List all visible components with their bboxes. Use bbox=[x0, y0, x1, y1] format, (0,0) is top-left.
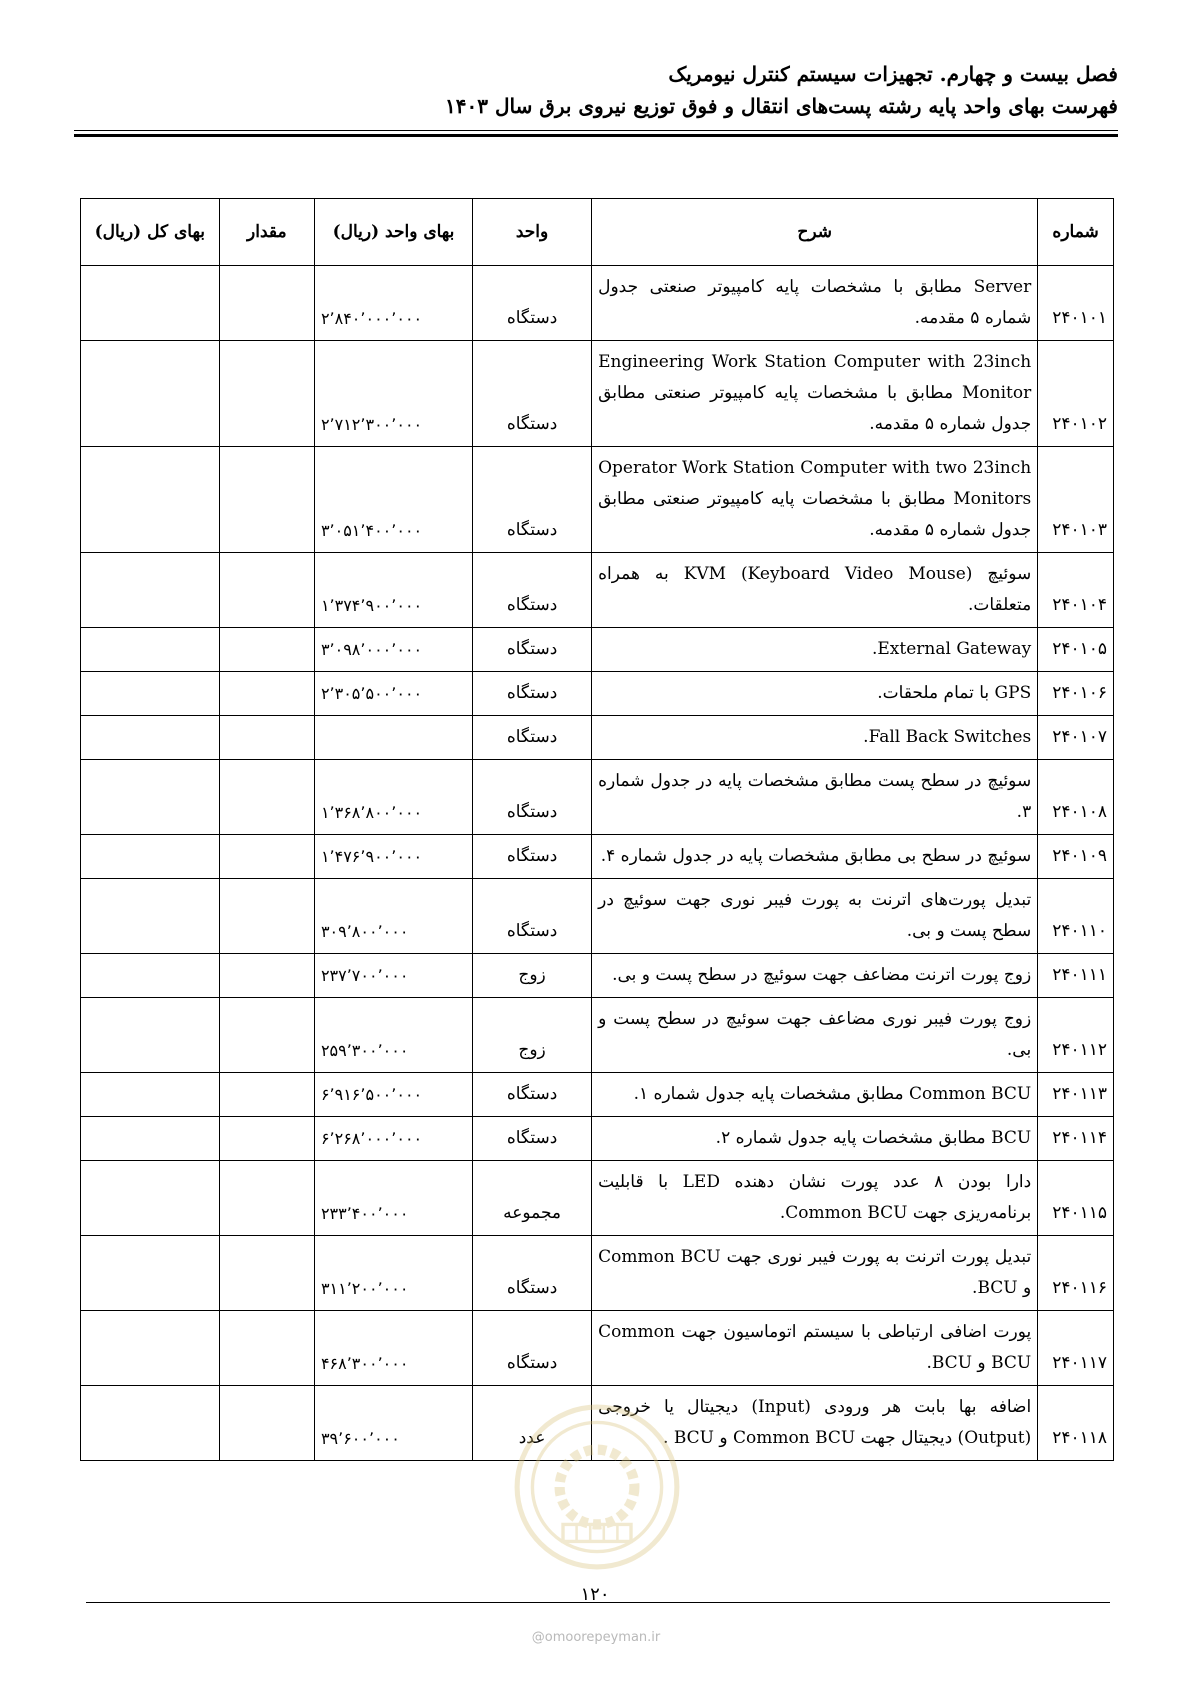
item-description: پورت اضافی ارتباطی با سیستم اتوماسیون جهت Common BCU و BCU. bbox=[592, 1311, 1038, 1386]
item-total-price bbox=[81, 998, 220, 1073]
website-watermark: @omoorepeyman.ir bbox=[531, 1630, 661, 1645]
item-quantity bbox=[219, 760, 314, 835]
item-quantity bbox=[219, 1236, 314, 1311]
table-row bbox=[81, 672, 1114, 716]
table-row bbox=[81, 1117, 1114, 1161]
page-number: ۱۲۰ bbox=[580, 1584, 610, 1605]
item-code: ۲۴۰۱۰۵ bbox=[1038, 628, 1114, 672]
item-total-price bbox=[81, 266, 220, 341]
header-rule-thick bbox=[74, 134, 1118, 137]
item-unit-price: ۲٬۳۰۵٬۵۰۰٬۰۰۰ bbox=[314, 672, 472, 716]
item-unit: دستگاه bbox=[473, 628, 592, 672]
table-row bbox=[81, 879, 1114, 954]
table-row bbox=[81, 1311, 1114, 1386]
item-unit: دستگاه bbox=[473, 341, 592, 447]
chapter-title: فصل بیست و چهارم. تجهیزات سیستم کنترل نیومریک bbox=[668, 62, 1118, 86]
item-unit-price: ۳۰۹٬۸۰۰٬۰۰۰ bbox=[314, 879, 472, 954]
item-unit: زوج bbox=[473, 954, 592, 998]
item-quantity bbox=[219, 553, 314, 628]
table-row bbox=[81, 760, 1114, 835]
item-code: ۲۴۰۱۰۷ bbox=[1038, 716, 1114, 760]
header-rule-thin bbox=[74, 130, 1118, 131]
item-code: ۲۴۰۱۰۲ bbox=[1038, 341, 1114, 447]
item-quantity bbox=[219, 954, 314, 998]
table-row bbox=[81, 266, 1114, 341]
item-unit: دستگاه bbox=[473, 672, 592, 716]
item-unit: عدد bbox=[473, 1386, 592, 1461]
header-description: شرح bbox=[592, 199, 1038, 266]
item-description: تبدیل پورت اترنت به پورت فیبر نوری جهت Common BCU و BCU. bbox=[592, 1236, 1038, 1311]
item-unit: دستگاه bbox=[473, 1073, 592, 1117]
item-total-price bbox=[81, 954, 220, 998]
item-description: دارا بودن ۸ عدد پورت نشان دهنده LED با قابلیت برنامه‌ریزی جهت Common BCU. bbox=[592, 1161, 1038, 1236]
item-total-price bbox=[81, 835, 220, 879]
header-quantity: مقدار bbox=[219, 199, 314, 266]
item-code: ۲۴۰۱۰۹ bbox=[1038, 835, 1114, 879]
item-total-price bbox=[81, 341, 220, 447]
item-code: ۲۴۰۱۱۰ bbox=[1038, 879, 1114, 954]
table-row bbox=[81, 1073, 1114, 1117]
item-description: سوئیچ در سطح پست مطابق مشخصات پایه در جدول شماره ۳. bbox=[592, 760, 1038, 835]
item-total-price bbox=[81, 553, 220, 628]
item-total-price bbox=[81, 628, 220, 672]
item-unit: دستگاه bbox=[473, 879, 592, 954]
item-code: ۲۴۰۱۱۳ bbox=[1038, 1073, 1114, 1117]
item-quantity bbox=[219, 1386, 314, 1461]
item-description: تبدیل پورت‌های اترنت به پورت فیبر نوری جهت سوئیچ در سطح پست و بی. bbox=[592, 879, 1038, 954]
item-code: ۲۴۰۱۱۱ bbox=[1038, 954, 1114, 998]
table-header-row bbox=[81, 199, 1114, 266]
item-unit-price: ۱٬۳۷۴٬۹۰۰٬۰۰۰ bbox=[314, 553, 472, 628]
item-quantity bbox=[219, 1161, 314, 1236]
table-row bbox=[81, 998, 1114, 1073]
item-code: ۲۴۰۱۰۴ bbox=[1038, 553, 1114, 628]
item-total-price bbox=[81, 672, 220, 716]
seal-logo-icon bbox=[512, 1402, 682, 1572]
item-total-price bbox=[81, 1117, 220, 1161]
item-unit: دستگاه bbox=[473, 760, 592, 835]
item-quantity bbox=[219, 716, 314, 760]
table-row bbox=[81, 1161, 1114, 1236]
item-total-price bbox=[81, 1073, 220, 1117]
item-quantity bbox=[219, 447, 314, 553]
item-unit-price: ۶٬۲۶۸٬۰۰۰٬۰۰۰ bbox=[314, 1117, 472, 1161]
document-title: فهرست بهای واحد پایه رشته پست‌های انتقال و فوق توزیع نیروی برق سال ۱۴۰۳ bbox=[445, 94, 1118, 118]
header-unit: واحد bbox=[473, 199, 592, 266]
item-unit-price: ۲٬۸۴۰٬۰۰۰٬۰۰۰ bbox=[314, 266, 472, 341]
item-quantity bbox=[219, 1117, 314, 1161]
item-code: ۲۴۰۱۰۶ bbox=[1038, 672, 1114, 716]
item-unit: دستگاه bbox=[473, 553, 592, 628]
price-list-table bbox=[80, 198, 1114, 1461]
item-quantity bbox=[219, 341, 314, 447]
item-unit: دستگاه bbox=[473, 447, 592, 553]
header-unit-price: بهای واحد (ریال) bbox=[314, 199, 472, 266]
item-unit-price: ۲۳۳٬۴۰۰٬۰۰۰ bbox=[314, 1161, 472, 1236]
item-code: ۲۴۰۱۰۱ bbox=[1038, 266, 1114, 341]
item-unit: دستگاه bbox=[473, 835, 592, 879]
item-quantity bbox=[219, 998, 314, 1073]
table-row bbox=[81, 628, 1114, 672]
item-description: Common BCU مطابق مشخصات پایه جدول شماره ۱. bbox=[592, 1073, 1038, 1117]
item-unit-price bbox=[314, 716, 472, 760]
item-description: Engineering Work Station Computer with 23inch Monitor مطابق با مشخصات پایه کامپیوتر صنعتی مطابق جدول شماره ۵ مقدمه. bbox=[592, 341, 1038, 447]
item-code: ۲۴۰۱۰۸ bbox=[1038, 760, 1114, 835]
item-description: زوج پورت فیبر نوری مضاعف جهت سوئیچ در سطح پست و بی. bbox=[592, 998, 1038, 1073]
item-description: Server مطابق با مشخصات پایه کامپیوتر صنعتی جدول شماره ۵ مقدمه. bbox=[592, 266, 1038, 341]
item-unit-price: ۴۶۸٬۳۰۰٬۰۰۰ bbox=[314, 1311, 472, 1386]
item-quantity bbox=[219, 879, 314, 954]
item-description: زوج پورت اترنت مضاعف جهت سوئیچ در سطح پست و بی. bbox=[592, 954, 1038, 998]
item-unit: زوج bbox=[473, 998, 592, 1073]
item-total-price bbox=[81, 1161, 220, 1236]
item-quantity bbox=[219, 672, 314, 716]
table-row bbox=[81, 716, 1114, 760]
item-unit: دستگاه bbox=[473, 266, 592, 341]
item-description: External Gateway. bbox=[592, 628, 1038, 672]
item-total-price bbox=[81, 1311, 220, 1386]
item-unit: دستگاه bbox=[473, 1311, 592, 1386]
item-quantity bbox=[219, 266, 314, 341]
item-quantity bbox=[219, 1073, 314, 1117]
item-code: ۲۴۰۱۰۳ bbox=[1038, 447, 1114, 553]
item-quantity bbox=[219, 835, 314, 879]
item-code: ۲۴۰۱۱۸ bbox=[1038, 1386, 1114, 1461]
table-row bbox=[81, 954, 1114, 998]
page-header bbox=[74, 58, 1118, 122]
item-code: ۲۴۰۱۱۶ bbox=[1038, 1236, 1114, 1311]
item-total-price bbox=[81, 716, 220, 760]
item-code: ۲۴۰۱۱۵ bbox=[1038, 1161, 1114, 1236]
item-unit-price: ۳٬۰۵۱٬۴۰۰٬۰۰۰ bbox=[314, 447, 472, 553]
item-unit: دستگاه bbox=[473, 716, 592, 760]
item-description: سوئیچ در سطح بی مطابق مشخصات پایه در جدول شماره ۴. bbox=[592, 835, 1038, 879]
item-total-price bbox=[81, 1386, 220, 1461]
item-unit-price: ۳۹٬۶۰۰٬۰۰۰ bbox=[314, 1386, 472, 1461]
item-total-price bbox=[81, 1236, 220, 1311]
table-row bbox=[81, 1236, 1114, 1311]
item-quantity bbox=[219, 1311, 314, 1386]
table-row bbox=[81, 341, 1114, 447]
item-description: Operator Work Station Computer with two 23inch Monitors مطابق با مشخصات پایه کامپیوتر صنعتی مطابق جدول شماره ۵ مقدمه. bbox=[592, 447, 1038, 553]
item-description: Fall Back Switches. bbox=[592, 716, 1038, 760]
item-unit-price: ۶٬۹۱۶٬۵۰۰٬۰۰۰ bbox=[314, 1073, 472, 1117]
item-description: اضافه بها بابت هر ورودی (Input) دیجیتال یا خروجی (Output) دیجیتال جهت Common BCU و BCU . bbox=[592, 1386, 1038, 1461]
item-description: سوئیچ KVM (Keyboard Video Mouse) به همراه متعلقات. bbox=[592, 553, 1038, 628]
item-code: ۲۴۰۱۱۲ bbox=[1038, 998, 1114, 1073]
item-unit-price: ۲۵۹٬۳۰۰٬۰۰۰ bbox=[314, 998, 472, 1073]
table-row bbox=[81, 553, 1114, 628]
table-row bbox=[81, 447, 1114, 553]
item-unit: دستگاه bbox=[473, 1236, 592, 1311]
item-unit: دستگاه bbox=[473, 1117, 592, 1161]
item-total-price bbox=[81, 879, 220, 954]
item-description: GPS با تمام ملحقات. bbox=[592, 672, 1038, 716]
table-row bbox=[81, 835, 1114, 879]
item-unit-price: ۳٬۰۹۸٬۰۰۰٬۰۰۰ bbox=[314, 628, 472, 672]
item-unit-price: ۲۳۷٬۷۰۰٬۰۰۰ bbox=[314, 954, 472, 998]
item-description: BCU مطابق مشخصات پایه جدول شماره ۲. bbox=[592, 1117, 1038, 1161]
item-unit-price: ۱٬۳۶۸٬۸۰۰٬۰۰۰ bbox=[314, 760, 472, 835]
item-unit-price: ۲٬۷۱۲٬۳۰۰٬۰۰۰ bbox=[314, 341, 472, 447]
header-code: شماره bbox=[1038, 199, 1114, 266]
item-quantity bbox=[219, 628, 314, 672]
item-code: ۲۴۰۱۱۷ bbox=[1038, 1311, 1114, 1386]
footer-rule bbox=[86, 1602, 1110, 1603]
item-code: ۲۴۰۱۱۴ bbox=[1038, 1117, 1114, 1161]
item-unit: مجموعه bbox=[473, 1161, 592, 1236]
item-unit-price: ۳۱۱٬۲۰۰٬۰۰۰ bbox=[314, 1236, 472, 1311]
item-total-price bbox=[81, 760, 220, 835]
item-unit-price: ۱٬۴۷۶٬۹۰۰٬۰۰۰ bbox=[314, 835, 472, 879]
item-total-price bbox=[81, 447, 220, 553]
header-total-price: بهای کل (ریال) bbox=[81, 199, 220, 266]
